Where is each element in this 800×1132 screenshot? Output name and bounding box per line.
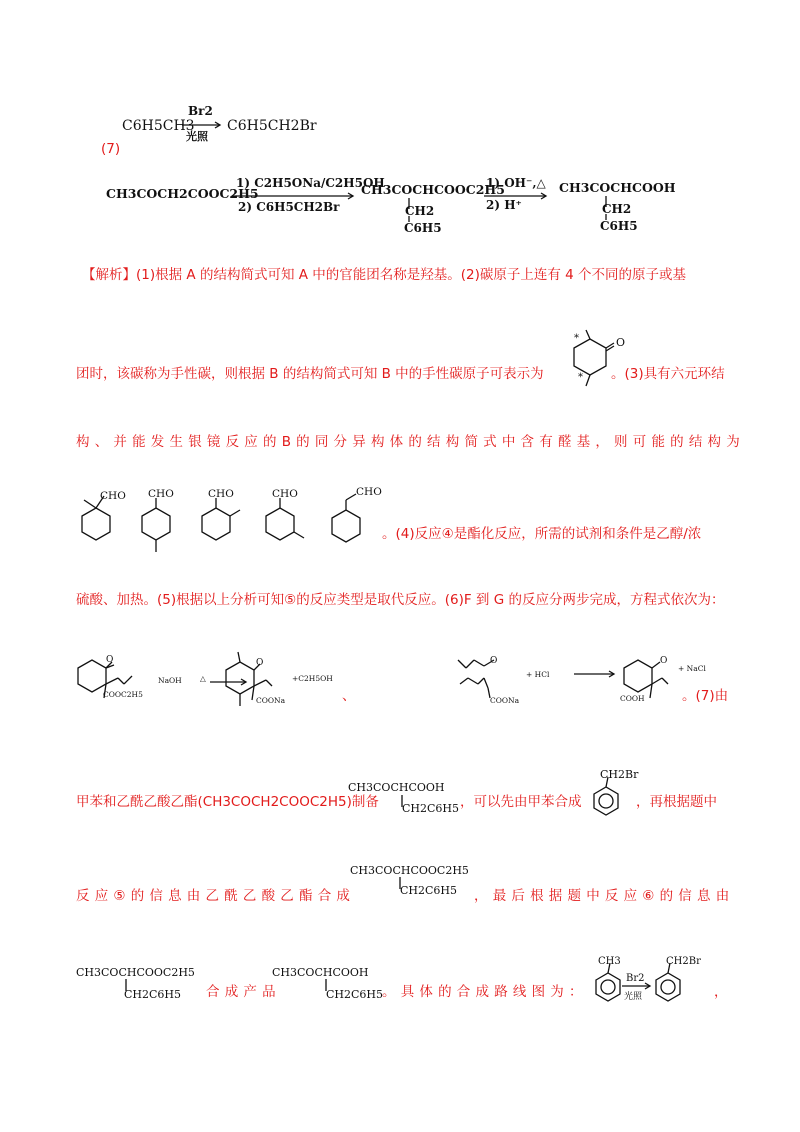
isomer-3-cho: CHO xyxy=(208,488,234,500)
analysis-tag: 【解析】 xyxy=(82,267,136,283)
line7-ch2br: CH2Br xyxy=(600,768,639,781)
analysis-line3: 构、并能发生银镜反应的B的同分异构体的结构简式中含有醛基，则可能的结构为 xyxy=(76,434,745,450)
analysis-line8a: 反应⑤的信息由乙酰乙酸乙酯合成 xyxy=(76,888,356,904)
analysis-line6-end: 。(7)由 xyxy=(682,688,729,704)
analysis-line2: 团时，该碳称为手性碳，则根据 B 的结构简式可知 B 中的手性碳原子可表示为 xyxy=(76,366,544,382)
analysis-line2-end: 。(3)具有六元环结 xyxy=(611,366,725,382)
scheme2-product-sub1: CH2 xyxy=(602,202,632,216)
scheme2-intermediate-sub2: C6H5 xyxy=(404,221,442,235)
scheme1-product: C6H5CH2Br xyxy=(227,118,317,134)
scheme2-reactant: CH3COCH2COOC2H5 xyxy=(106,186,259,201)
analysis-line4-end: 。(4)反应④是酯化反应，所需的试剂和条件是乙醇/浓 xyxy=(382,526,702,542)
analysis-line7b: ，可以先由甲苯合成 xyxy=(460,794,582,810)
equation-2 xyxy=(454,648,674,714)
scheme1-reagent-top: Br2 xyxy=(188,104,213,118)
chiral-star-2: * xyxy=(578,372,583,383)
analysis-line5: 硫酸、加热。(5)根据以上分析可知⑤的反应类型是取代反应。(6)F 到 G 的反应分两步完成，方程式依次为： xyxy=(76,592,725,608)
scheme1-reactant: C6H5CH3 xyxy=(122,118,195,134)
part7-label: (7) xyxy=(101,141,121,157)
line8-ester-sub: CH2C6H5 xyxy=(400,884,458,897)
scheme1-reagent-bottom: 光照 xyxy=(186,130,208,143)
scheme2-product: CH3COCHCOOH xyxy=(559,180,676,195)
eq1-ethanol: +C2H5OH xyxy=(292,674,333,683)
analysis-line8b: ，最后根据题中反应⑥的信息由 xyxy=(474,888,735,904)
eq2-o: O xyxy=(490,656,498,666)
line7-product-main: CH3COCHCOOH xyxy=(348,781,445,794)
scheme2-arrow1 xyxy=(232,193,356,199)
analysis-line1 xyxy=(82,263,686,283)
route-light: 光照 xyxy=(624,992,643,1002)
eq1-cooet: COOC2H5 xyxy=(103,690,143,699)
analysis-line9b: 。具体的合成路线图为： xyxy=(382,984,588,1000)
scheme2-cond3: 1) OH⁻,△ xyxy=(486,176,546,190)
line8-ester-main: CH3COCHCOOC2H5 xyxy=(350,864,469,877)
line9-ester-sub: CH2C6H5 xyxy=(124,988,182,1001)
eq2-nacl: + NaCl xyxy=(678,664,706,673)
eq2-coona: COONa xyxy=(490,696,520,705)
eq1-o: O xyxy=(106,655,114,665)
eq1-naoh: NaOH xyxy=(158,676,182,685)
eq2-hcl: + HCl xyxy=(526,670,550,679)
route-br2: Br2 xyxy=(626,973,645,984)
isomer-1-cho: CHO xyxy=(100,490,126,502)
chiral-o: O xyxy=(616,336,626,349)
isomer-4-cho: CHO xyxy=(272,488,298,500)
scheme2-cond1: 1) C2H5ONa/C2H5OH xyxy=(236,176,385,190)
analysis-line9a: 合成产品 xyxy=(206,984,281,1000)
scheme2-product-sub2: C6H5 xyxy=(600,219,638,233)
scheme2-cond4: 2) H⁺ xyxy=(486,198,522,212)
eq2-o2: O xyxy=(660,656,668,666)
isomer-5-cho: CHO xyxy=(356,486,382,498)
analysis-line9-end: ， xyxy=(714,984,728,1000)
scheme2-cond2: 2) C6H5CH2Br xyxy=(238,200,340,214)
scheme2-intermediate: CH3COCHCOOC2H5 xyxy=(361,182,505,197)
analysis-line1-text: (1)根据 A 的结构简式可知 A 中的官能团名称是羟基。(2)碳原子上连有 4 个不同的原子或基 xyxy=(136,267,687,283)
scheme2-intermediate-sub1: CH2 xyxy=(405,204,435,218)
eq1-coona: COONa xyxy=(256,696,286,705)
analysis-line7a: 甲苯和乙酰乙酸乙酯(CH3COCH2COOC2H5)制备 xyxy=(76,794,379,810)
eq1-o2: O xyxy=(256,658,264,668)
route-ch2br: CH2Br xyxy=(666,956,701,967)
line9-acid-main: CH3COCHCOOH xyxy=(272,966,369,979)
eq2-cooh: COOH xyxy=(620,694,645,703)
line7-product-sub: CH2C6H5 xyxy=(402,802,460,815)
eq1-delta: △ xyxy=(200,674,206,683)
line9-ester-main: CH3COCHCOOC2H5 xyxy=(76,966,195,979)
chiral-carbon-structure xyxy=(556,330,616,392)
chiral-star-1: * xyxy=(574,333,579,344)
analysis-line7c: ，再根据题中 xyxy=(636,794,717,810)
route-ch3: CH3 xyxy=(598,956,621,967)
isomer-2-cho: CHO xyxy=(148,488,174,500)
line9-acid-sub: CH2C6H5 xyxy=(326,988,384,1001)
equation-separator: 、 xyxy=(342,688,356,704)
